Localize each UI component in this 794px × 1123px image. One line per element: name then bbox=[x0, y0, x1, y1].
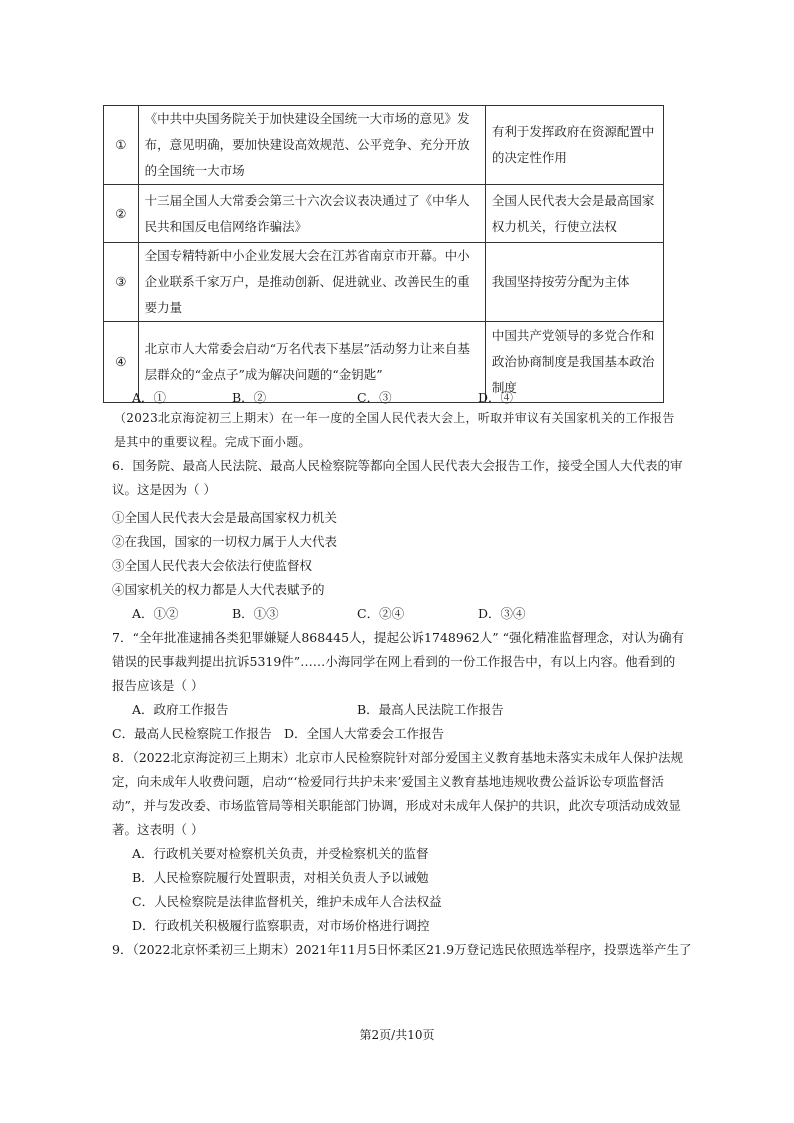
q7-stem: 7．“全年批准逮捕各类犯罪嫌疑人868445人，提起公诉1748962人” “强化精准监督理念，对认为确有错误的民事裁判提出抗诉5319件”……小海同学在网上看到的一份工作报告中，有以上内容。他看到的报告应该是（ ） bbox=[112, 630, 684, 693]
row-event: 《中共中央国务院关于加快建设全国统一大市场的意见》发布，意见明确，要加快建设高效规范、公平竞争、充分开放的全国统一大市场 bbox=[138, 106, 485, 185]
row-number: ③ bbox=[104, 243, 139, 322]
row-number: ② bbox=[104, 185, 139, 243]
option-b[interactable]: B．人民检察院履行处置职责，对相关负责人予以诫勉 bbox=[132, 870, 429, 885]
option-d[interactable]: D．④ bbox=[478, 390, 514, 405]
option-a[interactable]: A．政府工作报告 bbox=[132, 702, 229, 717]
q6-item: ②在我国，国家的一切权力属于人大代表 bbox=[112, 534, 338, 549]
q6-item: ①全国人民代表大会是最高国家权力机关 bbox=[112, 510, 338, 525]
option-a[interactable]: A．① bbox=[132, 390, 167, 405]
row-number: ① bbox=[104, 106, 139, 185]
row-viewpoint: 有利于发挥政府在资源配置中的决定性作用 bbox=[485, 106, 663, 185]
option-c[interactable]: C．人民检察院是法律监督机关，维护未成年人合法权益 bbox=[132, 894, 442, 909]
option-d[interactable]: D．全国人大常委会工作报告 bbox=[284, 726, 445, 741]
group-intro: （2023北京海淀初三上期末）在一年一度的全国人民代表大会上，听取并审议有关国家机关的工作报告是其中的重要议程。完成下面小题。 bbox=[114, 411, 675, 449]
q6-item: ④国家机关的权力都是人大代表赋予的 bbox=[112, 582, 325, 597]
row-event: 十三届全国人大常委会第三十六次会议表决通过了《中华人民共和国反电信网络诈骗法》 bbox=[138, 185, 485, 243]
option-d[interactable]: D．行政机关积极履行监察职责，对市场价格进行调控 bbox=[132, 918, 430, 933]
option-a[interactable]: A．行政机关要对检察机关负责，并受检察机关的监督 bbox=[132, 846, 429, 861]
option-c[interactable]: C．②④ bbox=[357, 606, 405, 621]
option-c[interactable]: C．③ bbox=[357, 390, 392, 405]
option-b[interactable]: B．最高人民法院工作报告 bbox=[357, 702, 504, 717]
option-b[interactable]: B．② bbox=[232, 390, 267, 405]
option-a[interactable]: A．①② bbox=[132, 606, 179, 621]
row-number: ④ bbox=[104, 322, 139, 403]
option-b[interactable]: B．①③ bbox=[232, 606, 279, 621]
q6-stem: 6．国务院、最高人民法院、最高人民检察院等都向全国人民代表大会报告工作，接受全国人大代表的审议。这是因为（ ） bbox=[112, 458, 683, 497]
row-event: 北京市人大常委会启动“万名代表下基层”活动努力让来自基层群众的“金点子”成为解决问题的“金钥匙” bbox=[138, 322, 485, 403]
page-footer: 第2页/共10页 bbox=[359, 1028, 435, 1042]
option-c[interactable]: C．最高人民检察院工作报告 bbox=[112, 726, 272, 741]
row-viewpoint: 我国坚持按劳分配为主体 bbox=[485, 243, 663, 322]
q6-item: ③全国人民代表大会依法行使监督权 bbox=[112, 558, 313, 573]
table-row bbox=[104, 185, 664, 243]
option-d[interactable]: D．③④ bbox=[478, 606, 526, 621]
row-event: 全国专精特新中小企业发展大会在江苏省南京市开幕。中小企业联系千家万户，是推动创新、促进就业、改善民生的重要力量 bbox=[138, 243, 485, 322]
q8-stem: 8．（2022北京海淀初三上期末）北京市人民检察院针对部分爱国主义教育基地未落实未成年人保护法规定，向未成年人收费问题，启动“‘检爱同行共护未来’爱国主义教育基地违规收费公益诉讼专项监督活动”，并与发改委、市场监管局等相关职能部门协调，形成对未成年人保护的共识，此次专项活动成效显著。这表明（ ） bbox=[112, 750, 684, 837]
q9-stem: 9．（2022北京怀柔初三上期末）2021年11月5日怀柔区21.9万登记选民依照选举程序，投票选举产生了 bbox=[112, 942, 692, 957]
row-viewpoint: 中国共产党领导的多党合作和政治协商制度是我国基本政治制度 bbox=[485, 322, 663, 403]
question5-table bbox=[103, 105, 664, 403]
table-row bbox=[104, 243, 664, 322]
row-viewpoint: 全国人民代表大会是最高国家权力机关，行使立法权 bbox=[485, 185, 663, 243]
table-row bbox=[104, 106, 664, 185]
